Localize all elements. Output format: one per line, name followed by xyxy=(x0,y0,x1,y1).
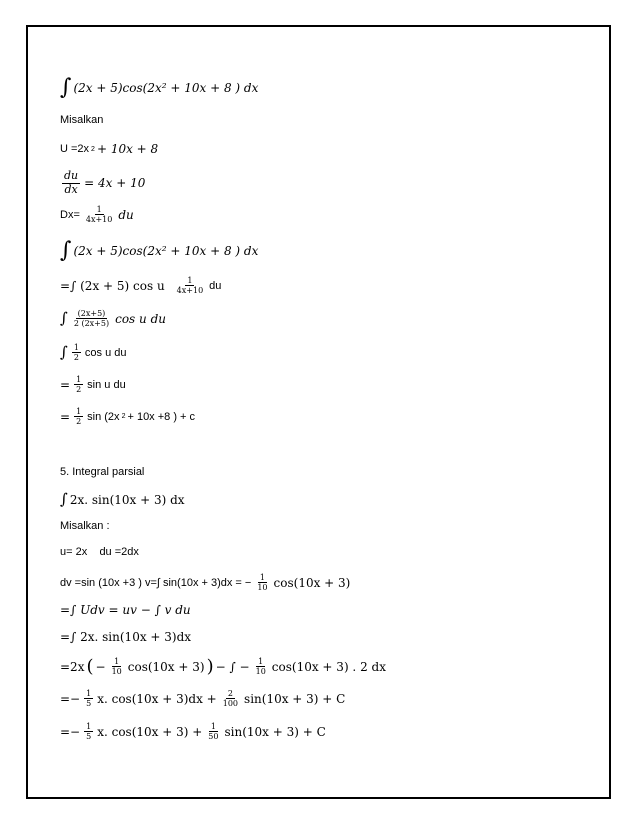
fraction-du-dx: $\frac{du}{dx}$ xyxy=(64,169,79,196)
parts-dv-v: dv =sin (10x +3 ) v=∫ sin(10x + 3)dx = − $\frac{1}{10}$ cos(10x + 3) xyxy=(60,573,351,593)
fraction-1-over-10: $\frac{1}{10}$ xyxy=(255,657,266,677)
substituted-integral: =∫ (2x + 5) cos u $\frac{1}{4x+10}$ du xyxy=(60,276,222,296)
integral-expression-2: ∫ (2x + 5)cos(2x² + 10x + 8 ) dx xyxy=(60,238,259,263)
fraction-one-half: $\frac{1}{2}$ xyxy=(76,375,82,395)
fraction-1-over-5: $\frac{1}{5}$ xyxy=(86,722,92,742)
parts-expansion: =2x ( − $\frac{1}{10}$ cos(10x + 3) ) − ∫ − $\frac{1}{10}$ cos(10x + 3) . 2 dx xyxy=(60,655,386,677)
half-sin-result: = $\frac{1}{2}$ sin u du xyxy=(60,375,126,395)
simplified-integral: ∫ $\frac{(2x+5)}{2 (2x+5)}$ cos u du xyxy=(60,309,166,329)
integral-sign: ∫ xyxy=(60,75,72,100)
label-misalkan: Misalkan xyxy=(60,114,104,126)
left-paren: ( xyxy=(86,655,94,677)
fraction-1-over-10: $\frac{1}{10}$ xyxy=(257,573,268,593)
parts-u-du: u= 2x du =2dx xyxy=(60,546,139,558)
integral-sign: ∫ xyxy=(60,309,68,328)
substitution-u: U =2x 2 + 10x + 8 xyxy=(60,142,159,156)
integral-sign: ∫ xyxy=(60,343,68,362)
half-cos-integral: ∫ $\frac{1}{2}$ cos u du xyxy=(60,343,127,363)
fraction-2x5-over-2-2x5: $\frac{(2x+5)}{2 (2x+5)}$ xyxy=(73,309,110,329)
fraction-1-over-5: $\frac{1}{5}$ xyxy=(86,689,92,709)
fraction-2-over-100: $\frac{2}{100}$ xyxy=(222,689,239,709)
integral-expression-3: ∫ 2x. sin(10x + 3) dx xyxy=(60,490,185,508)
fraction-1-over-50: $\frac{1}{50}$ xyxy=(208,722,219,742)
right-paren: ) xyxy=(206,655,214,677)
parts-step-2: =− $\frac{1}{5}$ x. cos(10x + 3)dx + $\frac{2}{100}$ sin(10x + 3) + C xyxy=(60,689,346,709)
integral-sign: ∫ xyxy=(60,490,68,508)
dx-expression: Dx= $\frac{1}{4x+10}$ du xyxy=(60,205,134,225)
integral-expression-1: ∫ (2x + 5)cos(2x² + 10x + 8 ) dx xyxy=(60,75,259,100)
parts-formula: =∫ Udv = uv − ∫ v du xyxy=(60,603,191,617)
fraction-one-half: $\frac{1}{2}$ xyxy=(76,407,82,427)
final-result-1: = $\frac{1}{2}$ sin (2x 2 + 10x +8 ) + c xyxy=(60,407,196,427)
fraction-one-half: $\frac{1}{2}$ xyxy=(73,343,79,363)
integral-sign: ∫ xyxy=(60,238,72,263)
final-result-2: =− $\frac{1}{5}$ x. cos(10x + 3) + $\frac{1}{50}$ sin(10x + 3) + C xyxy=(60,722,326,742)
fraction-1-over-10: $\frac{1}{10}$ xyxy=(111,657,122,677)
label-misalkan-2: Misalkan : xyxy=(60,520,110,532)
fraction-1-over-4x10: $\frac{1}{4x+10}$ xyxy=(85,205,113,225)
derivative-du-dx: $\frac{du}{dx}$ = 4x + 10 xyxy=(64,169,146,196)
section-heading-integral-parsial: 5. Integral parsial xyxy=(60,466,145,478)
fraction-1-over-4x10: $\frac{1}{4x+10}$ xyxy=(176,276,204,296)
parts-integral: =∫ 2x. sin(10x + 3)dx xyxy=(60,630,192,644)
